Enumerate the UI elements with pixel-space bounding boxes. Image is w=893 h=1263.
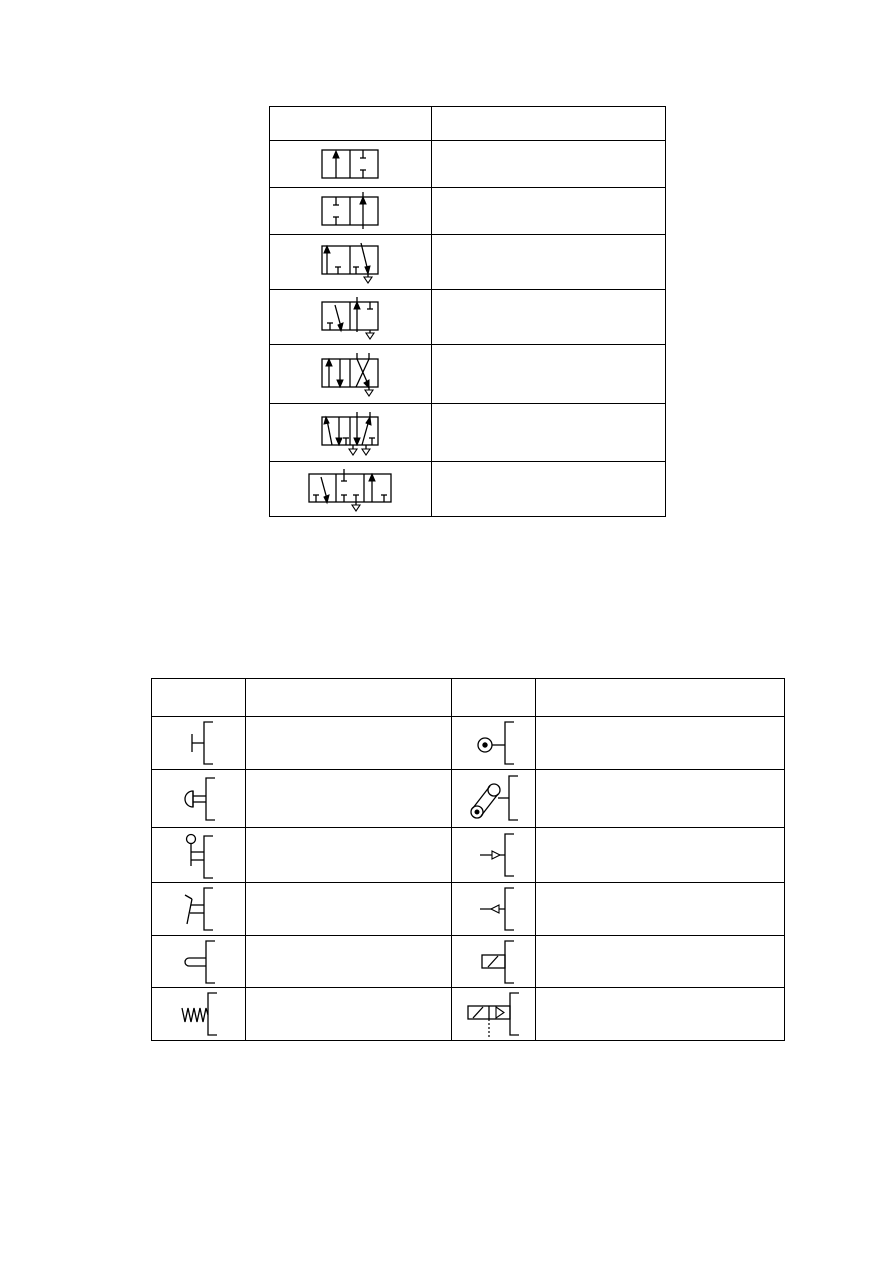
manual-general-actuator-icon: [179, 720, 219, 766]
name-cell: [536, 988, 785, 1041]
symbol-cell: [270, 235, 432, 290]
name-cell: [431, 345, 665, 404]
table-row: [152, 828, 785, 883]
name-cell: [246, 883, 452, 936]
name-cell: [536, 770, 785, 828]
table-row: [270, 188, 666, 235]
name-cell: [246, 717, 452, 770]
name-cell: [431, 462, 665, 517]
symbol-cell: [452, 828, 536, 883]
pedal-actuator-icon: [179, 886, 219, 932]
spring-actuator-icon: [177, 991, 221, 1037]
symbol-cell: [452, 936, 536, 988]
name-cell: [246, 988, 452, 1041]
symbol-cell: [270, 290, 432, 345]
table-row: [270, 290, 666, 345]
symbol-cell: [452, 883, 536, 936]
lever-actuator-icon: [179, 830, 219, 880]
name-cell: [246, 936, 452, 988]
plunger-actuator-icon: [177, 939, 221, 985]
header-symbol-cell: [270, 107, 432, 141]
symbol-cell: [270, 345, 432, 404]
header-symbol-cell-1: [152, 679, 246, 717]
name-cell: [431, 235, 665, 290]
symbol-cell: [270, 462, 432, 517]
name-cell: [536, 828, 785, 883]
3-2-valve-normally-open-icon: [319, 240, 381, 284]
table-row: [152, 883, 785, 936]
name-cell: [431, 188, 665, 235]
symbol-cell: [152, 770, 246, 828]
5-2-valve-icon: [319, 408, 381, 458]
table-row: [152, 936, 785, 988]
3-3-valve-center-closed-icon: [306, 466, 394, 512]
name-cell: [246, 828, 452, 883]
header-name-cell: [431, 107, 665, 141]
name-cell: [536, 936, 785, 988]
table-row: [152, 988, 785, 1041]
symbol-cell: [152, 988, 246, 1041]
header-name-cell-1: [246, 679, 452, 717]
header-symbol-cell-2: [452, 679, 536, 717]
symbol-cell: [152, 883, 246, 936]
symbol-cell: [270, 188, 432, 235]
2-2-valve-normally-closed-icon: [319, 192, 381, 230]
push-button-actuator-icon: [177, 776, 221, 822]
name-cell: [431, 290, 665, 345]
name-cell: [536, 883, 785, 936]
symbol-cell: [270, 141, 432, 188]
2-2-valve-normally-open-icon: [319, 146, 381, 182]
solenoid-pilot-actuator-icon: [464, 989, 524, 1039]
header-name-cell-2: [536, 679, 785, 717]
symbol-cell: [452, 988, 536, 1041]
symbol-cell: [152, 828, 246, 883]
symbol-cell: [152, 717, 246, 770]
pressure-release-actuator-icon: [469, 886, 519, 932]
4-2-valve-icon: [319, 349, 381, 399]
symbol-cell: [152, 936, 246, 988]
roller-actuator-icon: [469, 720, 519, 766]
one-way-roller-lever-icon: [466, 773, 522, 825]
table-row: [270, 345, 666, 404]
table-row: [270, 404, 666, 462]
table-row: [270, 141, 666, 188]
name-cell: [246, 770, 452, 828]
table-row: [270, 462, 666, 517]
symbol-cell: [452, 770, 536, 828]
table-row: [152, 717, 785, 770]
solenoid-actuator-icon: [469, 939, 519, 985]
table-header-row: [270, 107, 666, 141]
name-cell: [536, 717, 785, 770]
table-header-row: [152, 679, 785, 717]
symbol-cell: [270, 404, 432, 462]
name-cell: [431, 141, 665, 188]
table-row: [270, 235, 666, 290]
table-row: [152, 770, 785, 828]
symbol-cell: [452, 717, 536, 770]
valve-symbol-table: [269, 106, 666, 517]
pneumatic-pressure-actuator-icon: [469, 832, 519, 878]
name-cell: [431, 404, 665, 462]
actuator-symbol-table: [151, 678, 785, 1041]
3-2-valve-normally-closed-icon: [319, 294, 381, 340]
